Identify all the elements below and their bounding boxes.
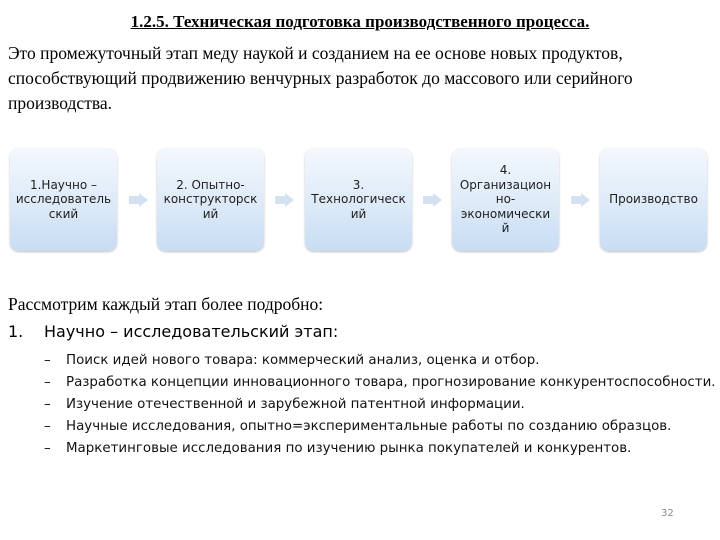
list-item-text: Научные исследования, опытно=экспериментальные работы по созданию образцов. [66,419,672,434]
list-item [44,438,720,460]
dash-bullet-icon: – [44,353,51,368]
list-item [44,350,720,372]
list-item [44,372,720,394]
flow-step-research [10,148,117,251]
flow-step-design [157,148,264,251]
list-item [44,416,720,438]
list-item-text: Изучение отечественной и зарубежной патентной информации. [66,397,525,412]
stage-bullet-list [44,350,720,460]
dash-bullet-icon: – [44,397,51,412]
flow-step-label: Производство [609,192,698,207]
flow-arrow-icon [581,193,590,207]
list-item-text: Разработка концепции инновационного товара, прогнозирование конкурентоспособности. [66,375,716,390]
consider-text: Рассмотрим каждый этап более подробно: [8,294,324,314]
stage-title: Научно – исследовательский этап: [44,322,339,341]
stage-number: 1. [8,322,24,341]
flow-step-label: 3. Технологический [311,177,406,221]
dash-bullet-icon: – [44,419,51,434]
list-item-text: Поиск идей нового товара: коммерческий анализ, оценка и отбор. [66,353,540,368]
flow-step-organization [452,148,559,251]
flow-step-technology [305,148,412,251]
dash-bullet-icon: – [44,441,51,456]
flow-arrow-icon [285,193,294,207]
flow-arrow-icon [139,193,148,207]
flow-step-label: 1.Научно – исследовательский [15,177,112,221]
list-item [44,394,720,416]
flow-step-label: 4. Организационно-экономический [459,163,552,236]
slide-title: 1.2.5. Техническая подготовка производственного процесса. [130,12,590,31]
page-number: 32 [661,508,674,519]
flow-arrow-icon [433,193,442,207]
flow-step-label: 2. Опытно-конструкторский [163,177,258,221]
list-item-text: Маркетинговые исследования по изучению рынка покупателей и конкурентов. [66,441,632,456]
flow-step-production [600,148,707,251]
dash-bullet-icon: – [44,375,51,390]
intro-paragraph: Это промежуточный этап меду наукой и созданием на ее основе новых продуктов, способствующий продвижению венчурных разработок до массового или серийного производства. [8,43,633,113]
stage-heading [8,320,338,344]
